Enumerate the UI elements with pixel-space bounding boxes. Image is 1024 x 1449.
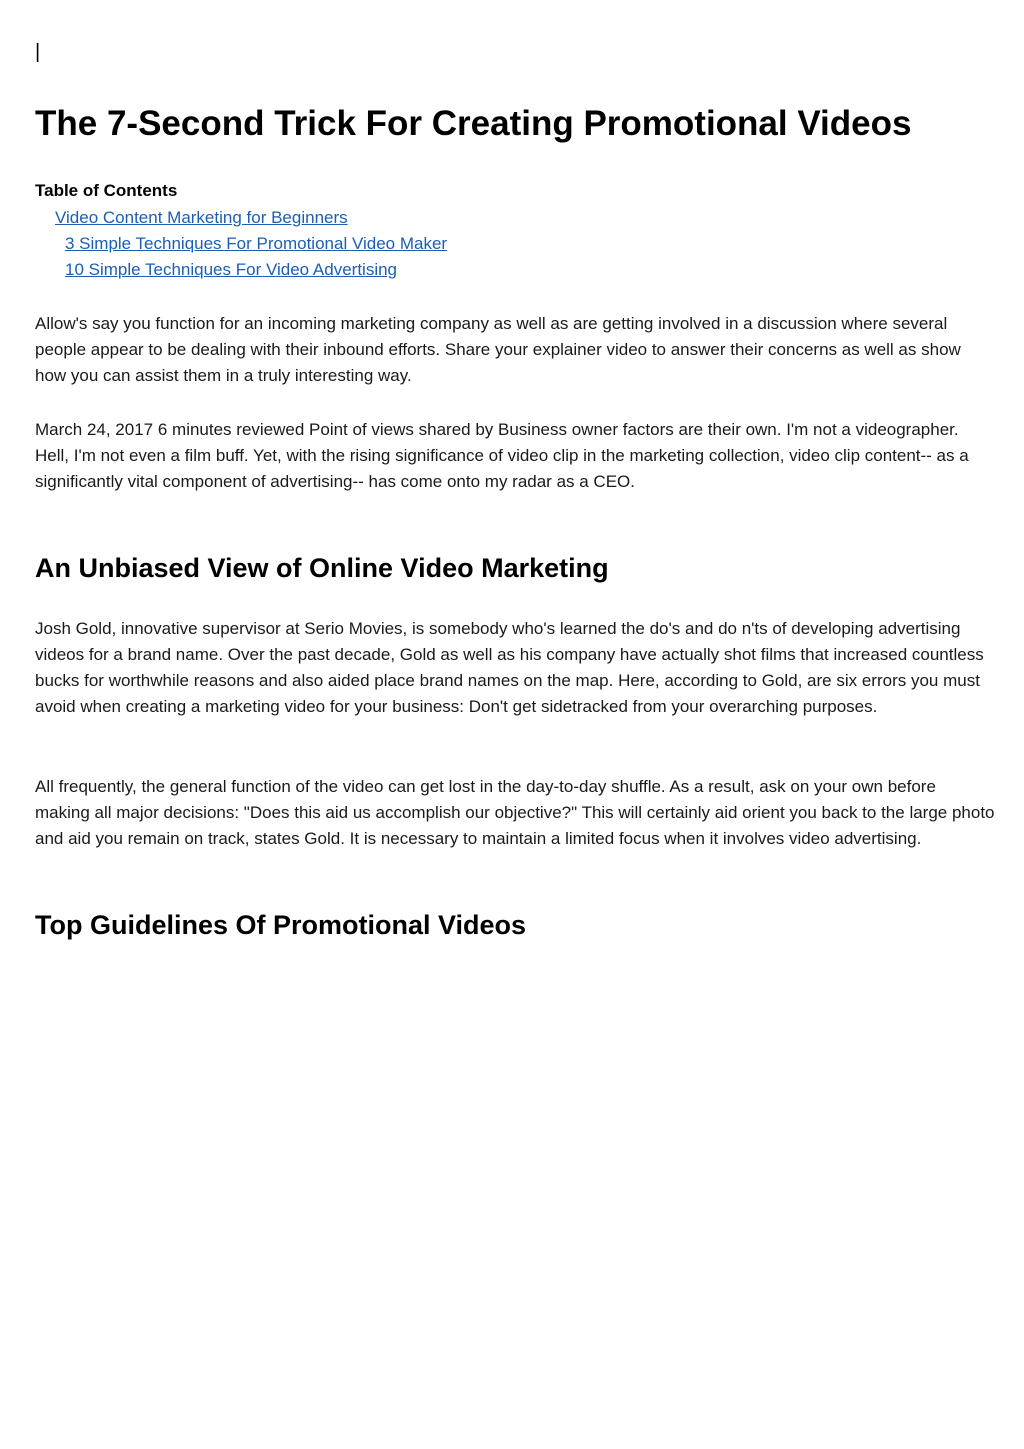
table-of-contents <box>35 180 995 283</box>
toc-link-video-content-marketing[interactable]: Video Content Marketing for Beginners <box>55 208 348 227</box>
toc-link-video-advertising[interactable]: 10 Simple Techniques For Video Advertising <box>65 260 398 279</box>
toc-link-promotional-video-maker[interactable]: 3 Simple Techniques For Promotional Video Maker <box>65 234 448 253</box>
paragraph-intro: Allow's say you function for an incoming marketing company as well as are getting involved in a discussion where several people appear to be dealing with their inbound efforts. Share your explainer video to answer their concerns as well as show how you can assist them in a truly interesting way. <box>35 314 961 385</box>
paragraph-ceo: March 24, 2017 6 minutes reviewed Point of views shared by Business owner factors are their own. I'm not a videographer. Hell, I'm not even a film buff. Yet, with the rising significance of video clip in the marketing collection, video clip content-- as a significantly vital component of advertising-- has come onto my radar as a CEO. <box>35 420 969 491</box>
section-heading-unbiased-view: An Unbiased View of Online Video Marketing <box>35 553 609 583</box>
section-heading-top-guidelines: Top Guidelines Of Promotional Videos <box>35 910 527 940</box>
page-title: The 7-Second Trick For Creating Promotional Videos <box>35 104 912 143</box>
text-cursor-mark: | <box>35 41 41 63</box>
paragraph-josh-gold: Josh Gold, innovative supervisor at Serio Movies, is somebody who's learned the do's and do n'ts of developing advertising videos for a brand name. Over the past decade, Gold as well as his company have actually shot films that increased countless bucks for worthwhile reasons and also aided place brand names on the map. Here, according to Gold, are six errors you must avoid when creating a marketing video for your business: Don't get sidetracked from your overarching purposes. <box>35 619 984 716</box>
toc-heading: Table of Contents <box>35 181 178 200</box>
paragraph-general-function: All frequently, the general function of the video can get lost in the day-to-day shuffle. As a result, ask on your own before making all major decisions: "Does this aid us accomplish our objective?" This will certainly aid orient you back to the large photo and aid you remain on track, states Gold. It is necessary to maintain a limited focus when it involves video advertising. <box>35 777 995 848</box>
